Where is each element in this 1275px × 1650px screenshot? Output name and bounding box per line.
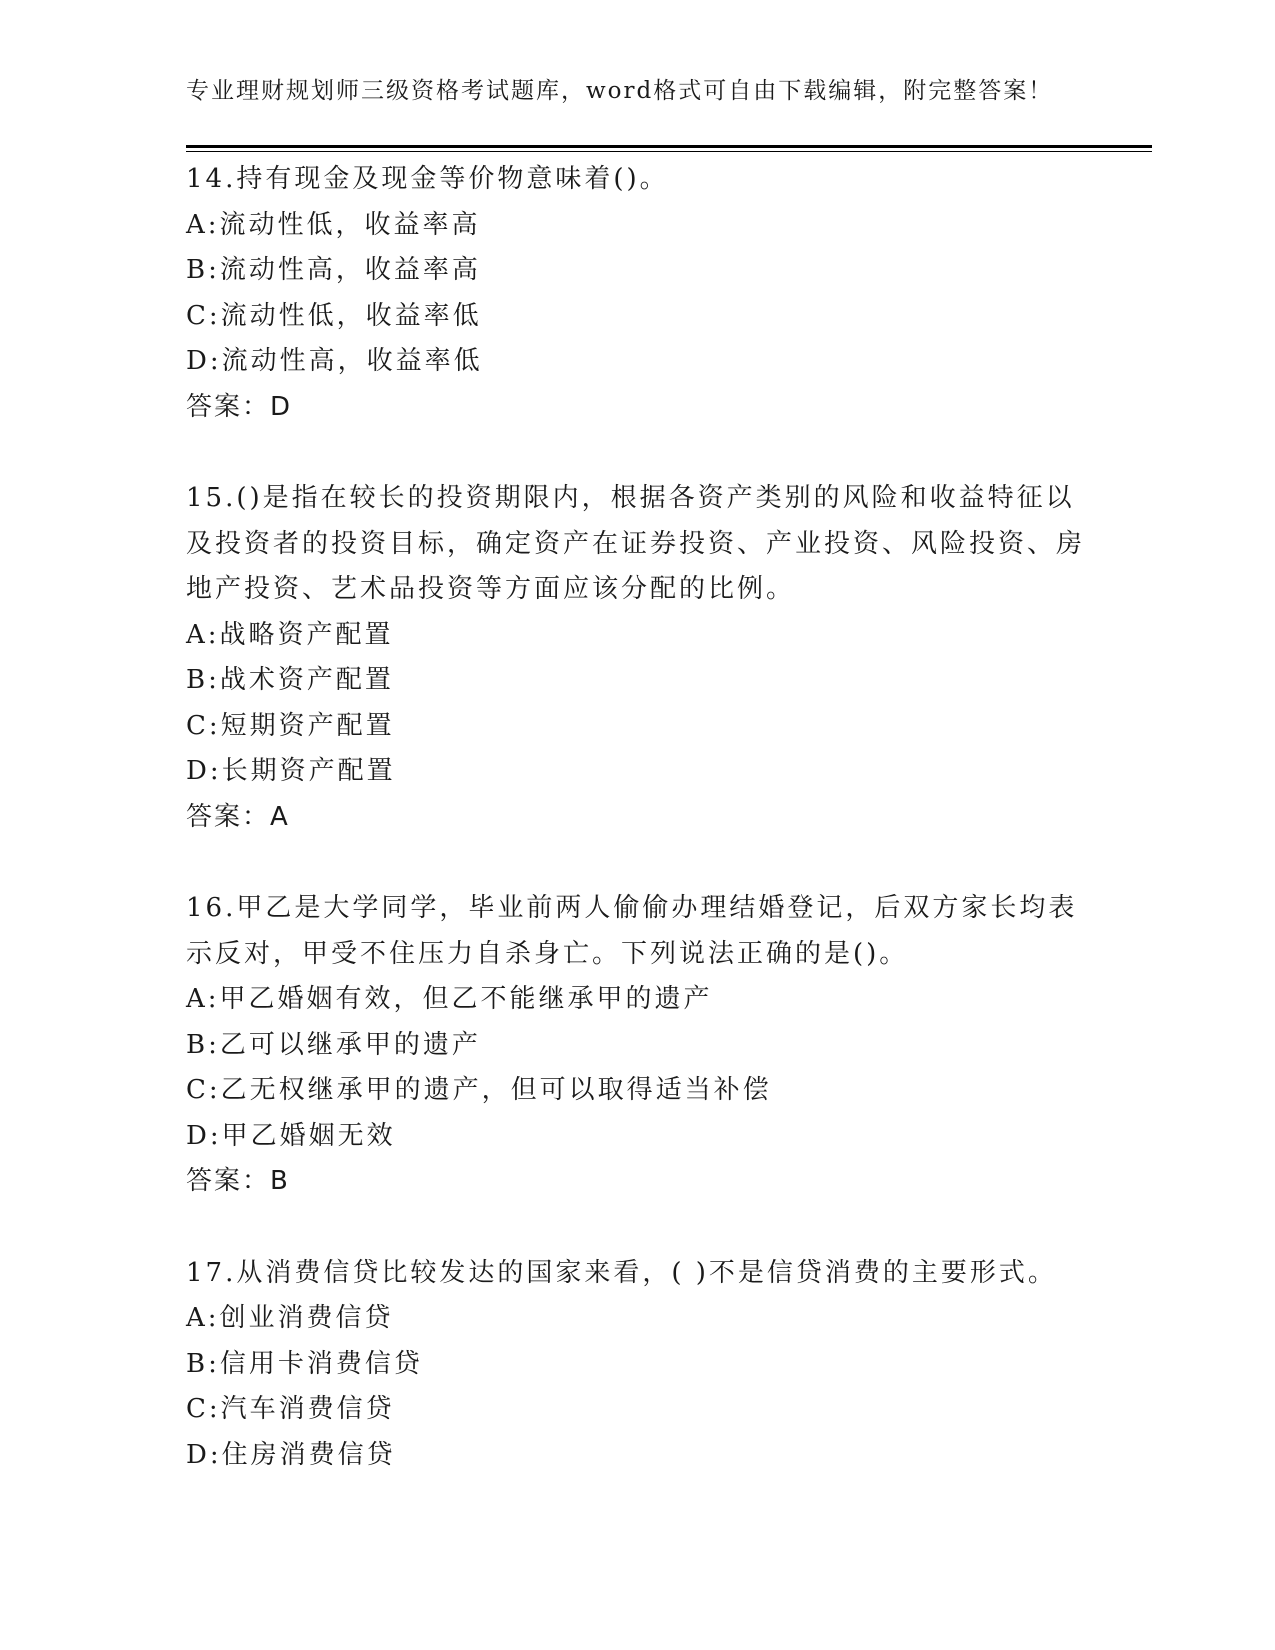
option-c: C:流动性低，收益率低 [186,300,482,331]
question-stem: 15.()是指在较长的投资期限内，根据各资产类别的风险和收益特征以及投资者的投资目标，确定资产在证券投资、产业投资、风险投资、房地产投资、艺术品投资等方面应该分配的比例。 [186,483,1086,604]
option-b: B:战术资产配置 [186,665,394,695]
option-d: D:甲乙婚姻无效 [186,1120,396,1151]
option-d: D:长期资产配置 [186,756,396,786]
answer: 答案：A [186,801,290,832]
option-b: B:信用卡消费信贷 [186,1348,423,1379]
option-c: C:短期资产配置 [186,710,395,741]
question-list [186,157,1086,1524]
option-a: A:战略资产配置 [186,619,394,650]
option-c: C:乙无权继承甲的遗产，但可以取得适当补偿 [186,1075,772,1105]
question-stem: 17.从消费信贷比较发达的国家来看，( )不是信贷消费的主要形式。 [186,1257,1057,1288]
header-rule-thick [186,145,1152,148]
option-d: D:流动性高，收益率低 [186,346,483,376]
question-stem: 16.甲乙是大学同学，毕业前两人偷偷办理结婚登记，后双方家长均表示反对，甲受不住压力自杀身亡。下列说法正确的是()。 [186,893,1078,969]
answer: 答案：B [186,1166,290,1196]
question-15 [186,476,1086,840]
option-a: A:创业消费信贷 [186,1303,394,1333]
header-rule-thin [186,151,1152,152]
question-stem: 14.持有现金及现金等价物意味着()。 [186,164,669,194]
question-14 [186,157,1086,430]
option-a: A:甲乙婚姻有效，但乙不能继承甲的遗产 [186,984,713,1014]
page-header: 专业理财规划师三级资格考试题库，word格式可自由下载编辑，附完整答案！ [186,78,1054,104]
option-b: B:乙可以继承甲的遗产 [186,1029,481,1060]
answer: 答案：D [186,391,293,422]
question-16 [186,886,1086,1205]
option-d: D:住房消费信贷 [186,1439,396,1470]
question-17 [186,1251,1086,1479]
option-a: A:流动性低，收益率高 [186,209,481,240]
option-b: B:流动性高，收益率高 [186,255,481,285]
option-c: C:汽车消费信贷 [186,1394,395,1424]
